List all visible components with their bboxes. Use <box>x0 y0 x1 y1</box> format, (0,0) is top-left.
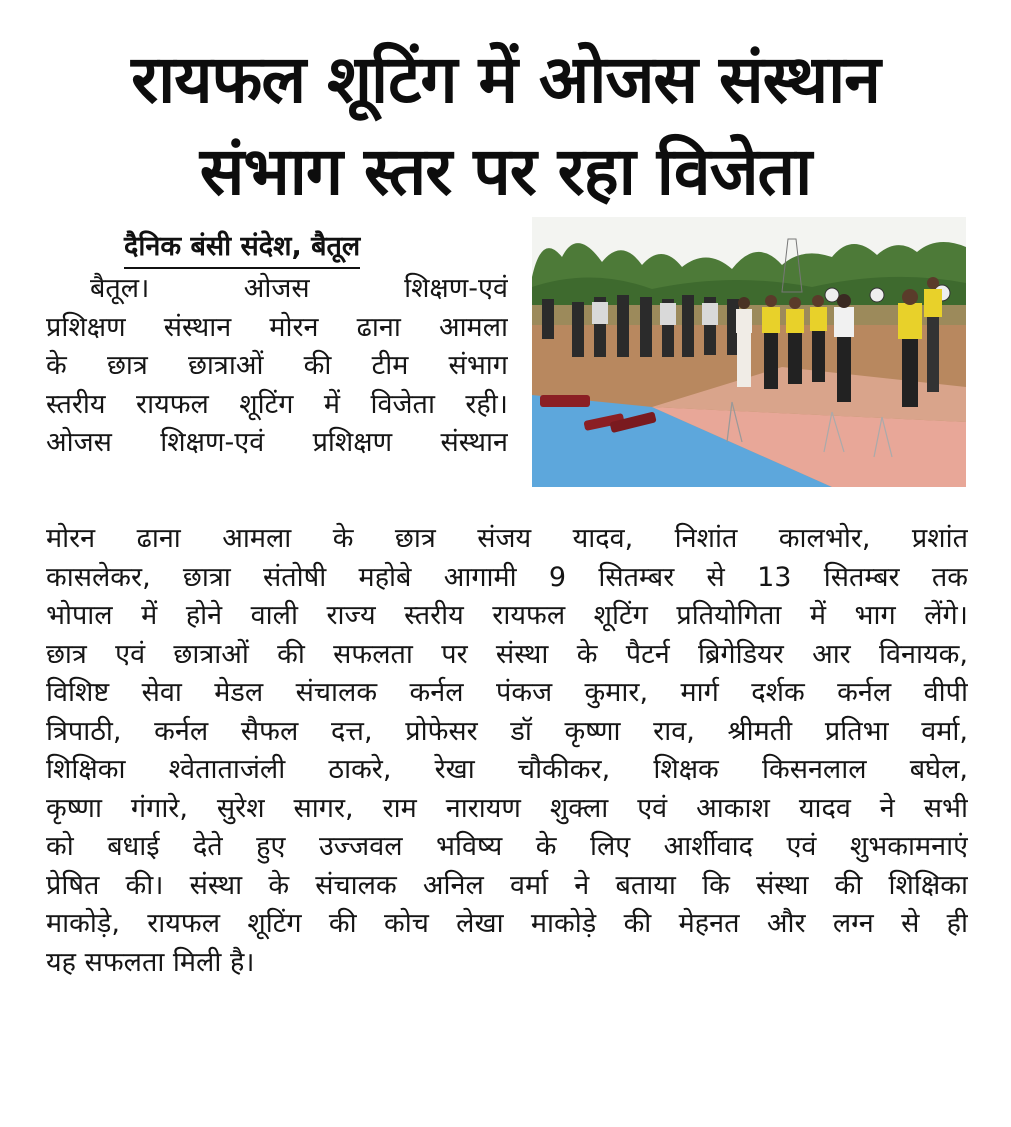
headline-line-2: संभाग स्तर पर रहा विजेता <box>199 133 812 210</box>
article-line: यह सफलता मिली है। <box>46 946 255 978</box>
news-photo-rifle-shooting-team <box>532 217 966 487</box>
article-line: छात्र एवं छात्राओं की सफलता पर संस्था के पैटर्न ब्रिगेडियर आर विनायक, <box>46 638 968 670</box>
article-line: त्रिपाठी, कर्नल सैफल दत्त, प्रोफेसर डॉ कृष्णा राव, श्रीमती प्रतिभा वर्मा, <box>46 715 968 747</box>
headline-line-1: रायफल शूटिंग में ओजस संस्थान <box>131 41 880 118</box>
article-line: कासलेकर, छात्रा संतोषी महोबे आगामी 9 सितम्बर से 13 सितम्बर तक <box>46 561 968 593</box>
article-line: भोपाल में होने वाली राज्य स्तरीय रायफल शूटिंग प्रतियोगिता में भाग लेंगे। <box>46 600 968 631</box>
headline <box>0 34 1011 218</box>
article-line: प्रेषित की। संस्था के संचालक अनिल वर्मा ने बताया कि संस्था की शिक्षिका <box>46 869 968 901</box>
article-line: बैतूल। ओजस शिक्षण-एवं <box>90 273 508 304</box>
article-line: प्रशिक्षण संस्थान मोरन ढाना आमला <box>46 311 508 343</box>
photo-illustration <box>532 217 966 487</box>
article-line: ओजस शिक्षण-एवं प्रशिक्षण संस्थान <box>46 427 508 458</box>
article-line: मोरन ढाना आमला के छात्र संजय यादव, निशांत कालभोर, प्रशांत <box>46 523 968 554</box>
article-line: को बधाई देते हुए उज्जवल भविष्य के लिए आर्शीवाद एवं शुभकामनाएं <box>46 831 968 862</box>
article-line: शिक्षिका श्वेताताजंली ठाकरे, रेखा चौकीकर, शिक्षक किसनलाल बघेल, <box>46 754 968 785</box>
article-line: के छात्र छात्राओं की टीम संभाग <box>46 350 508 381</box>
byline: दैनिक बंसी संदेश, बैतूल <box>124 227 360 269</box>
article-line: कृष्णा गंगारे, सुरेश सागर, राम नारायण शुक्ला एवं आकाश यादव ने सभी <box>46 792 968 824</box>
article-body-column <box>46 520 968 982</box>
article-line: विशिष्ट सेवा मेडल संचालक कर्नल पंकज कुमार, मार्ग दर्शक कर्नल वीपी <box>46 677 968 708</box>
article-line: स्तरीय रायफल शूटिंग में विजेता रही। <box>46 388 508 420</box>
article-line: माकोड़े, रायफल शूटिंग की कोच लेखा माकोड़े की मेहनत और लग्न से ही <box>46 908 968 939</box>
article-intro-column <box>46 270 508 463</box>
